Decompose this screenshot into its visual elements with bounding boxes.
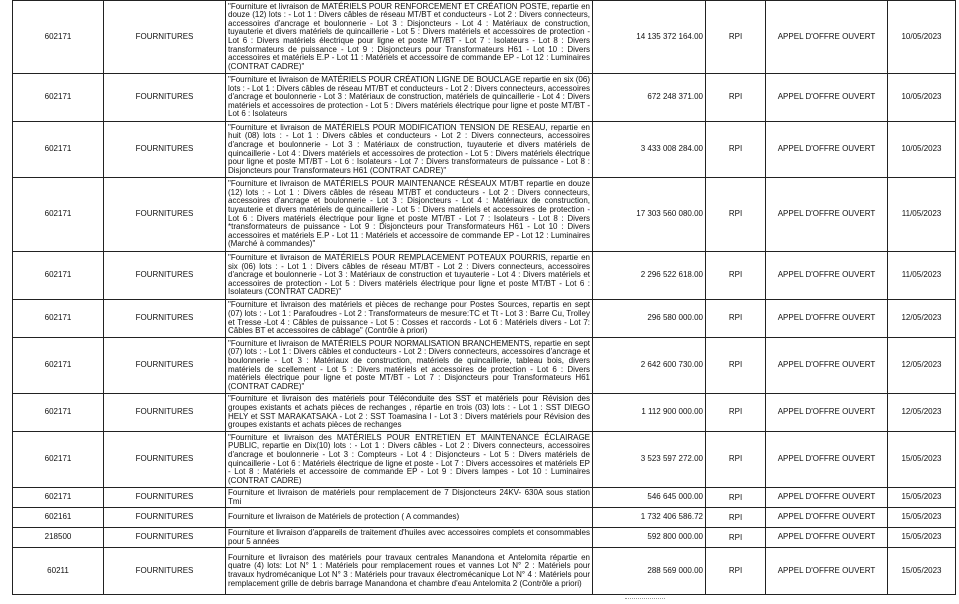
category-cell: FOURNITURES (104, 432, 226, 488)
date-cell: 10/05/2023 (888, 1, 956, 74)
budget-code-cell: 60211 (13, 548, 104, 595)
category-cell: FOURNITURES (104, 1, 226, 74)
procurement-table (12, 0, 956, 595)
budget-code-cell: 602171 (13, 122, 104, 178)
page-edge-mark (625, 598, 665, 603)
table-row (13, 178, 956, 252)
amount-cell: 672 248 371.00 (593, 74, 706, 122)
date-cell: 12/05/2023 (888, 338, 956, 394)
procurement-mode-cell: APPEL D'OFFRE OUVERT (766, 122, 888, 178)
date-cell: 12/05/2023 (888, 394, 956, 432)
funding-source-cell: RPI (706, 300, 766, 338)
budget-code-cell: 602171 (13, 300, 104, 338)
category-cell: FOURNITURES (104, 548, 226, 595)
description-cell: "Fourniture et livraison des matériels pour Téléconduite des SST et matériels pour Révision des groupes existants et achats pièces de rechanges , répartie en trois (03) lots : - Lot 1 : SST DIEGO HELY et SST MARAKATSAKA - Lot 2 : SST Toamasina I - Lot 3 : Divers matériels pour Révision des groupes existants et achats pièces de rechanges (226, 394, 593, 432)
amount-cell: 3 523 597 272.00 (593, 432, 706, 488)
description-cell: "Fourniture et livraison de MATÉRIELS POUR RENFORCEMENT ET CRÉATION POSTE, repartie en douze (12) lots : - Lot 1 : Divers câbles de réseau MT/BT et conducteurs - Lot 2 : Divers connecteurs, accessoires d'ancrage et boulonnerie - Lot 3 : Disjoncteurs - Lot 4 : Matériaux de construction, tuyauterie et divers matériels de quincaillerie - Lot 5 : Divers matériels et accessoires de protection - Lot 6 : Divers matériels électrique pour ligne et poste MT/BT - Lot 7 : Isolateurs - Lot 8 : Divers transformateurs de puissance - Lot 9 : Disjoncteurs pour Transformateurs H61 - Lot 10 : Divers accessoires et matériels E.P - Lot 11 : Matériels et accessoire de commande EP - Lot 12 : Luminaires (CONTRAT CADRE)" (226, 1, 593, 74)
category-cell: FOURNITURES (104, 488, 226, 508)
description-cell: "Fourniture et livraison des matériels et pièces de rechange pour Postes Sources, repartis en sept (07) lots : - Lot 1 : Parafoudres - Lot 2 : Transformateurs de mesure:TC et Tt - Lot 3 : Barre Cu, Trolley et Tresse -Lot 4 : Câbles de puissance - Lot 5 : Cosses et raccords - Lot 6 : Matériels divers - Lot 7: Câbles BT et accessoires de câblage" (Contrôle à priori) (226, 300, 593, 338)
procurement-mode-cell: APPEL D'OFFRE OUVERT (766, 74, 888, 122)
date-cell: 15/05/2023 (888, 508, 956, 528)
procurement-mode-cell: APPEL D'OFFRE OUVERT (766, 1, 888, 74)
description-cell: "Fourniture et livraison de MATÉRIELS POUR MODIFICATION TENSION DE RESEAU, repartie en huit (08) lots : - Lot 1 : Divers câbles et conducteurs - Lot 2 : Divers connecteurs, accessoires d'ancrage et boulonnerie - Lot 3 : Matériaux de construction, tuyauterie et divers matériels de quincaillerie - Lot 4 : Divers matériels et accessoires de protection - Lot 5 : Divers matériels électrique pour ligne et poste MT/BT - Lot 6 : Isolateurs - Lot 7 : Divers transformateurs de puissance - Lot 8 : Disjoncteurs pour Transformateurs H61 (CONTRAT CADRE)" (226, 122, 593, 178)
amount-cell: 3 433 008 284.00 (593, 122, 706, 178)
procurement-mode-cell: APPEL D'OFFRE OUVERT (766, 394, 888, 432)
funding-source-cell: RPI (706, 508, 766, 528)
table-row (13, 394, 956, 432)
funding-source-cell: RPI (706, 528, 766, 548)
procurement-mode-cell: APPEL D'OFFRE OUVERT (766, 488, 888, 508)
description-cell: Fourniture et livraison d'appareils de traitement d'huiles avec accessoires complets et consommables pour 5 années (226, 528, 593, 548)
budget-code-cell: 602171 (13, 394, 104, 432)
date-cell: 10/05/2023 (888, 122, 956, 178)
description-cell: Fourniture et livraison des matériels pour travaux centrales Manandona et Antelomita répartie en quatre (4) lots: Lot N° 1 : Matériels pour remplacement roues et vannes Lot N° 2 : Matériels pour travaux hydromécanique Lot N° 3 : Matériels pour travaux électromécanique Lot N° 4 : Matériels pour remplacement grille de debris barrage Manandona et chambre d'eau Antelomita 2 (Contrôle a priori) (226, 548, 593, 595)
category-cell: FOURNITURES (104, 252, 226, 300)
table-row (13, 338, 956, 394)
category-cell: FOURNITURES (104, 338, 226, 394)
description-cell: Fourniture et livraison de Matériels de protection ( A commandes) (226, 508, 593, 528)
date-cell: 15/05/2023 (888, 528, 956, 548)
table-row (13, 1, 956, 74)
procurement-mode-cell: APPEL D'OFFRE OUVERT (766, 432, 888, 488)
category-cell: FOURNITURES (104, 528, 226, 548)
date-cell: 15/05/2023 (888, 432, 956, 488)
category-cell: FOURNITURES (104, 508, 226, 528)
amount-cell: 288 569 000.00 (593, 548, 706, 595)
table-row (13, 548, 956, 595)
date-cell: 11/05/2023 (888, 252, 956, 300)
budget-code-cell: 602171 (13, 74, 104, 122)
budget-code-cell: 602171 (13, 488, 104, 508)
date-cell: 12/05/2023 (888, 300, 956, 338)
table-row (13, 508, 956, 528)
amount-cell: 2 296 522 618.00 (593, 252, 706, 300)
amount-cell: 2 642 600 730.00 (593, 338, 706, 394)
funding-source-cell: RPI (706, 338, 766, 394)
description-cell: "Fourniture et livraison des MATÉRIELS POUR ENTRETIEN ET MAINTENANCE ÉCLAIRAGE PUBLIC, repartie en Dix(10) lots : - Lot 1 : Divers câbles - Lot 2 : Divers connecteurs, accessoires d'ancrage et boulonnerie - Lot 3 : Compteurs - Lot 4 : Disjoncteurs - Lot 5 : Divers matériels de quincaillerie - Lot 6 : Matériels électrique de ligne et poste - Lot 7 : Divers accessoires et matériels EP - Lot 8 : Matériels et accessoire de commande EP - Lot 9 : Divers lampes - Lot 10 : Luminaires (CONTRAT CADRE) (226, 432, 593, 488)
table-row (13, 488, 956, 508)
category-cell: FOURNITURES (104, 122, 226, 178)
budget-code-cell: 602171 (13, 338, 104, 394)
description-cell: "Fourniture et livraison de MATÉRIELS POUR MAINTENANCE RÉSEAUX MT/BT repartie en douze (12) lots : - Lot 1 : Divers câbles de réseau MT/BT et conducteurs - Lot 2 : Divers connecteurs, accessoires d'ancrage et boulonnerie - Lot 3 : Disjoncteurs - Lot 4 : Matériaux de construction, tuyauterie et divers matériels de quincaillerie - Lot 5 : Divers matériels et accessoires de protection - Lot 6 : Divers matériels électrique pour ligne et poste MT/BT - Lot 7 : Isolateurs - Lot 8 : Divers *transformateurs de puissance - Lot 9 : Disjoncteurs pour Transformateurs H61 - Lot 10 : Divers accessoires et matériels E.P - Lot 11 : Matériels et accessoire de commande EP - Lot 12 : Luminaires (Marché à commandes)" (226, 178, 593, 252)
table-row (13, 300, 956, 338)
description-cell: Fourniture et livraison de matériels pour remplacement de 7 Disjoncteurs 24KV- 630A sous station Tmi (226, 488, 593, 508)
amount-cell: 592 800 000.00 (593, 528, 706, 548)
date-cell: 15/05/2023 (888, 488, 956, 508)
budget-code-cell: 602161 (13, 508, 104, 528)
category-cell: FOURNITURES (104, 394, 226, 432)
procurement-mode-cell: APPEL D'OFFRE OUVERT (766, 508, 888, 528)
table-row (13, 122, 956, 178)
description-cell: "Fourniture et livraison de MATÉRIELS POUR CRÉATION LIGNE DE BOUCLAGE repartie en six (06) lots : - Lot 1 : Divers câbles de réseau MT/BT et conducteurs - Lot 2 : Divers connecteurs, accessoires d'ancrage et boulonnerie - Lot 3 : Matériaux de construction, matériels de quincaillerie - Lot 4 : Divers matériels et accessoires de protection - Lot 5 : Divers matériels électrique pour ligne et poste MT/BT - Lot 6 : Isolateurs (226, 74, 593, 122)
table-row (13, 252, 956, 300)
funding-source-cell: RPI (706, 122, 766, 178)
category-cell: FOURNITURES (104, 178, 226, 252)
funding-source-cell: RPI (706, 252, 766, 300)
procurement-mode-cell: APPEL D'OFFRE OUVERT (766, 300, 888, 338)
budget-code-cell: 602171 (13, 252, 104, 300)
funding-source-cell: RPI (706, 178, 766, 252)
table-row (13, 528, 956, 548)
funding-source-cell: RPI (706, 394, 766, 432)
date-cell: 15/05/2023 (888, 548, 956, 595)
table-row (13, 74, 956, 122)
budget-code-cell: 218500 (13, 528, 104, 548)
procurement-mode-cell: APPEL D'OFFRE OUVERT (766, 338, 888, 394)
funding-source-cell: RPI (706, 1, 766, 74)
procurement-mode-cell: APPEL D'OFFRE OUVERT (766, 178, 888, 252)
budget-code-cell: 602171 (13, 1, 104, 74)
category-cell: FOURNITURES (104, 300, 226, 338)
amount-cell: 17 303 560 080.00 (593, 178, 706, 252)
description-cell: "Fourniture et livraison de MATÉRIELS POUR REMPLACEMENT POTEAUX POURRIS, repartie en six (06) lots : - Lot 1 : Divers câbles de réseau MT/BT - Lot 2 : Divers connecteurs, accessoires d'ancrage et boulonnerie - Lot 3 : Matériaux de construction et tuyauterie - Lot 4 : Divers matériels et accessoires de protection - Lot 5 : Divers matériels électrique pour ligne et poste MT/BT - Lot 6 : Isolateurs (CONTRAT CADRE)" (226, 252, 593, 300)
budget-code-cell: 602171 (13, 432, 104, 488)
procurement-table-body (13, 1, 956, 595)
budget-code-cell: 602171 (13, 178, 104, 252)
procurement-mode-cell: APPEL D'OFFRE OUVERT (766, 548, 888, 595)
description-cell: "Fourniture et livraison de MATÉRIELS POUR NORMALISATION BRANCHEMENTS, repartie en sept (07) lots : - Lot 1 : Divers câbles et conducteurs - Lot 2 : Divers connecteurs, accessoires d'ancrage et boulonnerie - Lot 3 : Matériaux de construction, matériels de quincaillerie, tableau bois, divers matériels de scellement - Lot 5 : Divers matériels et accessoires de protection - Lot 6 : Divers matériels électrique pour ligne et poste MT/BT - Lot 7 : Disjoncteurs pour Transformateurs H61 (CONTRAT CADRE)" (226, 338, 593, 394)
funding-source-cell: RPI (706, 488, 766, 508)
funding-source-cell: RPI (706, 74, 766, 122)
category-cell: FOURNITURES (104, 74, 226, 122)
amount-cell: 296 580 000.00 (593, 300, 706, 338)
date-cell: 10/05/2023 (888, 74, 956, 122)
date-cell: 11/05/2023 (888, 178, 956, 252)
amount-cell: 546 645 000.00 (593, 488, 706, 508)
procurement-mode-cell: APPEL D'OFFRE OUVERT (766, 528, 888, 548)
procurement-mode-cell: APPEL D'OFFRE OUVERT (766, 252, 888, 300)
table-row (13, 432, 956, 488)
funding-source-cell: RPI (706, 548, 766, 595)
funding-source-cell: RPI (706, 432, 766, 488)
amount-cell: 14 135 372 164.00 (593, 1, 706, 74)
amount-cell: 1 112 900 000.00 (593, 394, 706, 432)
amount-cell: 1 732 406 586.72 (593, 508, 706, 528)
